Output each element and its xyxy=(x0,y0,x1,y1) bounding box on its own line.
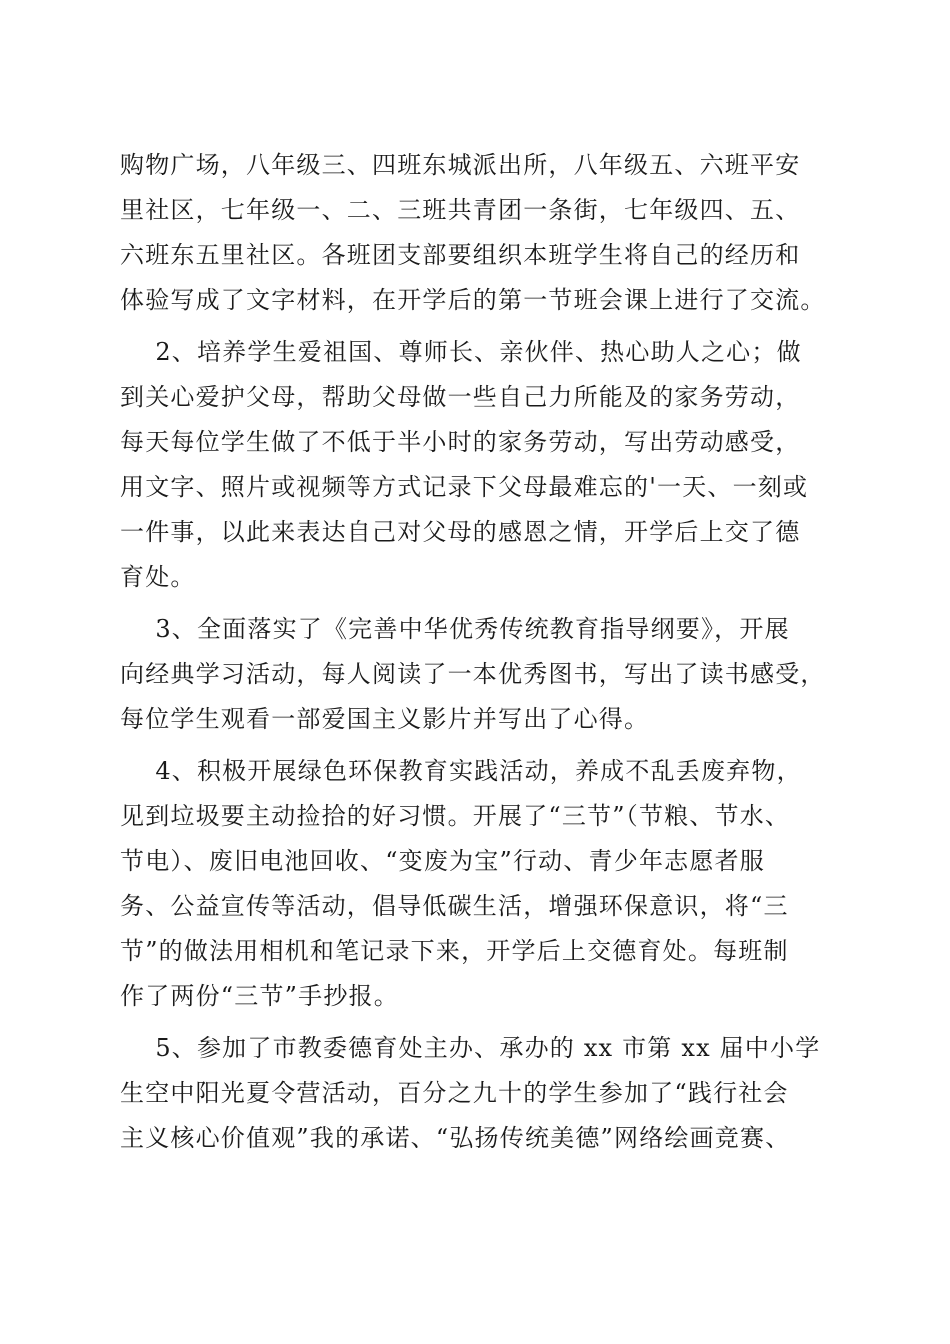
text-line: 里社区，七年级一、二、三班共青团一条街，七年级四、五、 xyxy=(120,196,801,224)
text-line: 向经典学习活动，每人阅读了一本优秀图书，写出了读书感受， xyxy=(120,660,826,688)
text-line: 4、积极开展绿色环保教育实践活动，养成不乱丢废弃物， xyxy=(120,757,802,785)
text-line: 作了两份“三节”手抄报。 xyxy=(120,982,399,1010)
text-line: 节”的做法用相机和笔记录下来，开学后上交德育处。每班制 xyxy=(120,937,789,965)
paragraph-gap xyxy=(120,600,832,607)
paragraph xyxy=(120,330,832,600)
text-line: 每位学生观看一部爱国主义影片并写出了心得。 xyxy=(120,705,650,733)
text-line: 2、培养学生爱祖国、尊师长、亲伙伴、热心助人之心；做 xyxy=(120,338,802,366)
text-line: 购物广场，八年级三、四班东城派出所，八年级五、六班平安 xyxy=(120,151,801,179)
text-line: 体验写成了文字材料，在开学后的第一节班会课上进行了交流。 xyxy=(120,286,826,314)
text-line: 节电）、废旧电池回收、“变废为宝”行动、青少年志愿者服 xyxy=(120,847,765,875)
text-line: 一件事，以此来表达自己对父母的感恩之情，开学后上交了德 xyxy=(120,518,801,546)
document-page xyxy=(120,143,832,1161)
paragraph-gap xyxy=(120,1019,832,1026)
text-line: 生空中阳光夏令营活动，百分之九十的学生参加了“践行社会 xyxy=(120,1079,789,1107)
paragraph-gap xyxy=(120,742,832,749)
text-line: 务、公益宣传等活动，倡导低碳生活，增强环保意识，将“三 xyxy=(120,892,789,920)
text-line: 育处。 xyxy=(120,563,196,591)
paragraph xyxy=(120,143,832,323)
paragraph xyxy=(120,749,832,1019)
text-line: 每天每位学生做了不低于半小时的家务劳动，写出劳动感受， xyxy=(120,428,801,456)
text-line: 见到垃圾要主动捡拾的好习惯。开展了“三节”（节粮、节水、 xyxy=(120,802,791,830)
paragraph-gap xyxy=(120,323,832,330)
paragraph xyxy=(120,1026,832,1161)
text-line: 六班东五里社区。各班团支部要组织本班学生将自己的经历和 xyxy=(120,241,801,269)
text-line: 3、全面落实了《完善中华优秀传统教育指导纲要》，开展 xyxy=(120,615,790,643)
text-line: 主义核心价值观”我的承诺、“弘扬传统美德”网络绘画竞赛、 xyxy=(120,1124,791,1152)
text-line: 用文字、照片或视频等方式记录下父母最难忘的'一天、一刻或 xyxy=(120,473,809,501)
text-line: 5、参加了市教委德育处主办、承办的 xx 市第 xx 届中小学 xyxy=(120,1034,821,1062)
paragraph xyxy=(120,607,832,742)
text-line: 到关心爱护父母，帮助父母做一些自己力所能及的家务劳动， xyxy=(120,383,801,411)
